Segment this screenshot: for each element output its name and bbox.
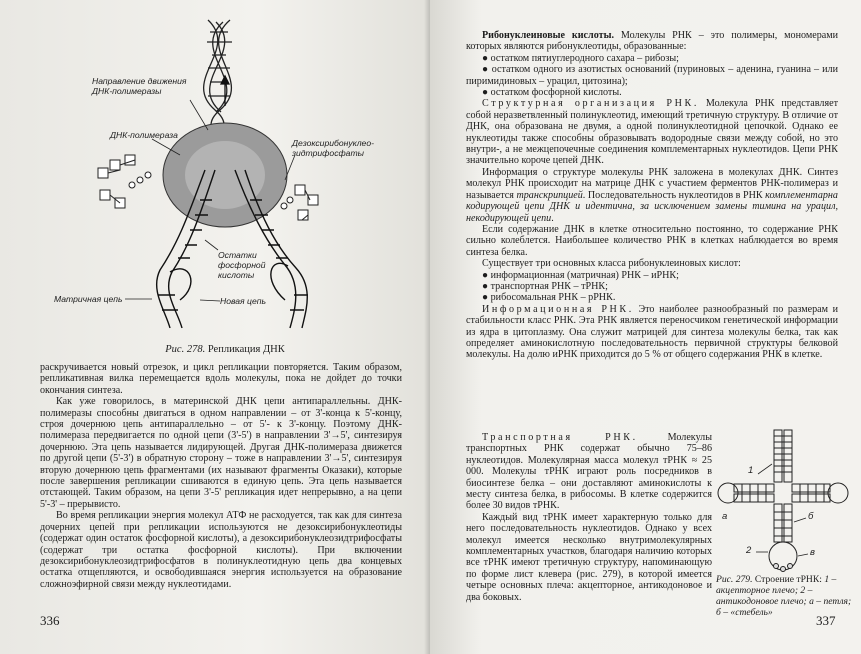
paragraph <box>466 304 838 361</box>
figure-278-caption <box>40 344 410 355</box>
bullet-list-components <box>466 53 838 99</box>
caption-text: Репликация ДНК <box>205 344 285 355</box>
trna-label-2: 2 <box>746 545 752 556</box>
paragraph-text: . <box>551 212 554 224</box>
dna-replication-figure <box>40 10 410 355</box>
trna-figure <box>716 426 854 576</box>
left-page-text <box>40 362 402 590</box>
section-heading: Структурная организация РНК. <box>482 98 699 110</box>
section-heading: Информационная РНК. <box>482 303 634 315</box>
section-heading: Транспортная РНК. <box>482 432 638 443</box>
caption-title: Строение тРНК: <box>752 574 822 585</box>
caption-body: 1 – акцепторное плечо; 2 – антикодоновое плечо; а – петля; б – «стебель» <box>716 574 852 618</box>
paragraph: раскручивается новый отрезок, и цикл репликации повторяется. Таким образом, репликативная вилка перемещается вдоль молекулы, пока не дойдет до точки окончания синтеза. <box>40 362 402 396</box>
trna-label-v: в <box>810 547 815 558</box>
label-polymerase-direction: Направление движения ДНК-полимеразы <box>92 76 187 96</box>
caption-number: Рис. 279. <box>716 574 753 585</box>
label-phosphate-residues: Остатки фосфорной кислоты <box>218 250 266 280</box>
right-page-text-top <box>466 30 838 361</box>
paragraph: Если содержание ДНК в клетке относительно постоянно, то содержание РНК сильно колеблется. Наибольшее количество РНК в клетках наблюдается во время синтеза белка. <box>466 223 838 258</box>
page-number-left: 336 <box>40 613 60 628</box>
paragraph-text: Это наиболее разнообразный по размерам и стабильности класс РНК. Эта РНК является переносчиком генетической информации из ядра в цитоплазму. Она служит матрицей для синтеза молекулы белка, так как определяет аминокислотную последовательность первичной структуры белковой молекулы. На долю иРНК приходится до 5 % от общего содержания РНК в клетке. <box>466 303 838 361</box>
trna-label-a: а <box>722 511 728 522</box>
paragraph <box>466 98 838 166</box>
paragraph-text: Молекула РНК представляет собой неразветвленный полинуклеотид, имеющий третичную структуру. В отличие от ДНК, она образована не двумя, а одной полинуклеотидной цепочкой. Однако ее нуклеотиды также способны образовывать водородные связи между собой, но это внутри-, а не межцепочечные соединения комплементарных нуклеотидов. Цепи РНК значительно короче цепей ДНК. <box>466 98 838 167</box>
label-dntp: Дезоксирибонуклео- зидтрифосфаты <box>292 138 374 158</box>
figure-279-caption <box>716 574 854 618</box>
emphasis-text: транскрипцией <box>516 189 583 201</box>
paragraph: Как уже говорилось, в материнской ДНК цепи антипараллельны. ДНК-полимеразы способны двигаться в одном направлении – от 3'-конца к 5'-концу, строя дочернюю цепь антипараллельно – от 5'- к 3'-концу. Поэтому ДНК-полимераза передвигается по одной цепи (3'-5') в направлении 3'→5', синтезируя дочернюю. Эта цепь называется лидирующей. Другая ДНК-полимераза движется по другой цепи (5'-3') в обратную сторону – тоже в направлении 3'→5', синтезируя вторую дочернюю цепь фрагментами (их называют фрагменты Оказаки), которые после завершения репликации сшиваются в единую цепь. Эта цепь называется отстающей. Таким образом, на цепи 3'-5' репликация идет непрерывно, а на цепи 5'-3' – прерывисто. <box>40 396 402 510</box>
paragraph <box>466 167 838 224</box>
trna-label-b: б <box>808 511 814 522</box>
list-item: ● рибосомальная РНК – рРНК. <box>482 292 616 304</box>
paragraph-text: Молекулы РНК – это полимеры, мономерами которых являются рибонуклеотиды, образованные: <box>466 30 839 53</box>
label-new-strand: Новая цепь <box>220 296 266 306</box>
right-page <box>430 0 861 654</box>
bullet-list-rna-classes <box>466 270 838 304</box>
list-item: ● остатком пятиуглеродного сахара – рибозы; <box>482 52 679 64</box>
caption-number: Рис. 278. <box>165 344 206 355</box>
paragraph: Во время репликации энергия молекул АТФ не расходуется, так как для синтеза дочерних цепей при репликации используются не дезоксирибонуклеотиды (содержат один остаток фосфорной кислоты), а дезоксирибонуклеозидтрифосфаты (содержат три остатка фосфорной кислоты). При включении дезоксирибонуклеозидтрифосфатов в полинуклеотидную цепь два концевых остатка отщепляются, и освободившаяся энергия используется на образование сложноэфирной связи между нуклеотидами. <box>40 510 402 590</box>
label-dna-polymerase: ДНК-полимераза <box>110 130 178 140</box>
dna-replication-illustration <box>40 10 410 332</box>
left-page <box>0 0 430 654</box>
paragraph: Каждый вид тРНК имеет характерную только для него последовательность нуклеотидов. Однако у всех молекул имеется несколько внутримолекулярных комплементарных участков, благодаря наличию которых все тРНК имеют третичную структуру, напоминающую по форме лист клевера (рис. 279), в которой имеется четыре основных плеча: акцепторное, антикодоновое и два боковых. <box>466 511 712 603</box>
list-item: ● транспортная РНК – тРНК; <box>482 280 608 292</box>
list-item: ● остатком фосфорной кислоты. <box>482 87 622 99</box>
trna-label-1: 1 <box>748 465 754 476</box>
page-number-right: 337 <box>816 613 836 628</box>
rna-heading: Рибонуклеиновые кислоты. <box>482 30 614 41</box>
paragraph-text: Молекулы транспортных РНК содержат обычно 75–86 нуклеотидов. Молекулярная масса молекул тРНК ≈ 25 000. Молекулы тРНК играют роль посредников в биосинтезе белка – они доставляют аминокислоты к месту синтеза белка, в рибосомы. В клетке содержится более 30 видов тРНК. <box>466 432 712 512</box>
list-item: ● информационная (матричная) РНК – иРНК; <box>482 269 679 281</box>
paragraph: Существует три основных класса рибонуклеиновых кислот: <box>482 258 741 270</box>
label-template-strand: Матричная цепь <box>54 294 123 304</box>
right-page-text-bottom <box>466 432 712 603</box>
list-item: ● остатком одного из азотистых оснований (пуриновых – аденина, гуанина – или пиримидиновых – урацил, цитозина); <box>466 64 838 87</box>
emphasis-text: комплементарна кодирующей цепи ДНК и идентична, за исключением замены тимина на урацил, некодирующей цепи <box>466 189 838 224</box>
paragraph <box>466 30 838 53</box>
trna-cloverleaf-diagram <box>716 426 854 576</box>
paragraph-text: Информация о структуре молекулы РНК заложена в молекулах ДНК. Синтез молекул РНК происходит на матрице ДНК с участием ферментов РНК-полимераз и называется <box>466 166 838 201</box>
paragraph-text: . Последовательность нуклеотидов в РНК <box>582 189 766 201</box>
paragraph <box>466 432 712 512</box>
